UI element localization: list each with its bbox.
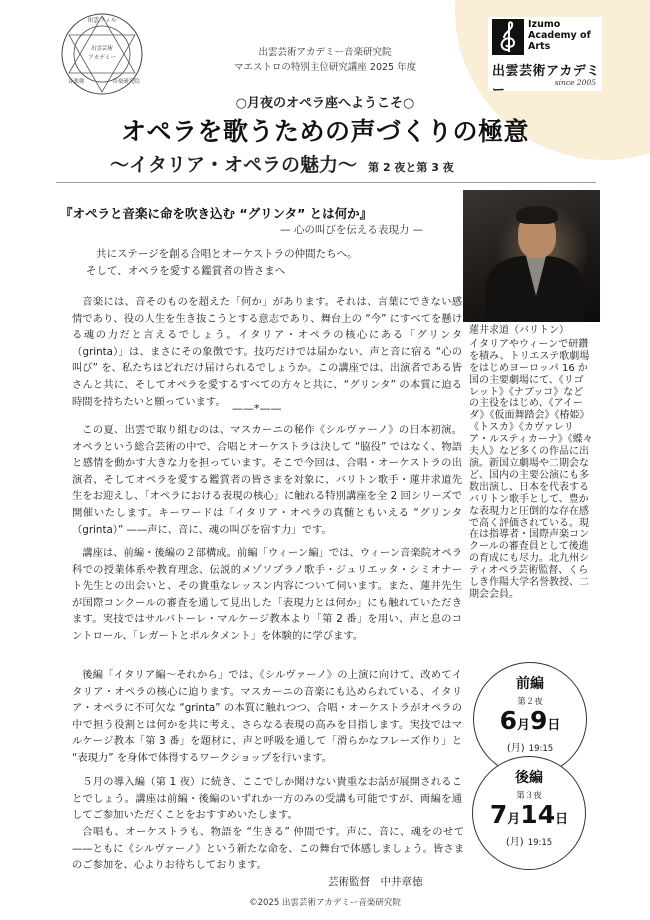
date-badge-heading: 前編 xyxy=(516,676,544,692)
date-month-unit: 月 xyxy=(507,812,521,827)
paragraph-4: 後編「イタリア編〜それから」では、《シルヴァーノ》の上演に向けて、改めてイタリア・オペラの核心に迫ります。マスカーニの音楽にも込められている、イタリア・オペラに不可欠な “grinta” の本質に触れつつ、合唱・オーケストラがオペラの中で担う役割とは何かを共に考え、さらなる表現の高みを目指します。実技ではマルケージ教本「第 3 番」を題材に、声と呼吸を通して「滑らかなフレーズ作り」と “表現力” を身体で体得するワークショップを行います。 xyxy=(72,669,462,764)
paragraph-6: 合唱も、オーケストラも、物語を “生きる” 仲間です。声に、音に、魂をのせて——ともに《シルヴァーノ》という新たな命を、この舞台で体感しましょう。皆さまのご参加を、心よりお待ちしております。 xyxy=(72,826,464,872)
section-heading: 『オペラと音楽に命を吹き込む “グリンタ” とは何か』 xyxy=(60,206,373,221)
main-title: オペラを歌うための声づくりの極意 xyxy=(120,117,529,146)
subtitle-row xyxy=(110,150,590,177)
date-day: 9 xyxy=(530,706,548,735)
singer-name: 蓮井求道（バリトン） xyxy=(469,325,569,336)
copyright-footer: ©2025 出雲芸術アカデミー音楽研究院 xyxy=(249,898,401,908)
logo-since: since 2005 xyxy=(554,78,596,87)
paragraph-1: 音楽には、音そのものを超えた「何か」があります。それは、言葉にできない感情であり、役の人生を生き抜こうとする意志であり、舞台上の “今” にすべてを懸ける魂の力だと言えるでしょう。イタリア・オペラの核心にある「グリンタ（grinta）」は、まさにその象徴です。技巧だけでは届かない、声と音に宿る “心の叫び” を、私たちはどれだけ届けられるでしょうか。この講座では、出演者である皆さんと共に、そしてオペラを愛するすべての方々と共に、“グリンタ” の本質に迫る時間を持ちたいと願っています。 xyxy=(72,296,462,408)
singer-bio xyxy=(469,325,593,601)
paragraph-5: ５月の導入編（第 1 夜）に続き、ここでしか聞けない貴重なお話が展開されることでしょう。講座は前編・後編のいずれか一方のみの受講も可能ですが、両編を通してご参加いただくことをおすすめいたします。 xyxy=(72,776,462,822)
photo-hair xyxy=(516,206,558,224)
date-month-unit: 月 xyxy=(516,718,530,733)
date-badge-night: 第２夜 xyxy=(517,697,543,707)
intro-line-2: そして、オペラを愛する鑑賞者の皆さまへ xyxy=(86,265,286,277)
paragraph-3: 講座は、前編・後編の２部構成。前編「ウィーン編」では、ウィーン音楽院オペラ科での授業体系や教育理念、伝説的メゾソプラノ歌手・ジュリエッタ・シミオナート先生との出会いと、その貴重なレッスン内容について伺います。また、蓮井先生が国際コンクールの審査を通して見出した「表現力とは何か」にも触れていただきます。実技ではサルバトーレ・マルケージ教本より「第 2 番」を用い、声と息のコントロール、「レガートとポルタメント」を体験的に学びます。 xyxy=(72,547,462,642)
signature: 芸術監督 中井章徳 xyxy=(328,876,423,888)
intro-lines xyxy=(86,246,456,280)
date-badge-date xyxy=(474,708,586,739)
subtitle: 〜イタリア・オペラの魅力〜 xyxy=(110,154,358,176)
emblem-text-4: 音楽塾 xyxy=(67,79,85,85)
academy-logo xyxy=(488,17,602,98)
treble-clef-icon xyxy=(492,19,524,55)
date-badge-part2 xyxy=(472,756,586,870)
welcome-line: ○月夜のオペラ座へようこそ○ xyxy=(235,96,415,111)
logo-japanese: 出雲芸術アカデミー xyxy=(492,64,600,98)
org-name: 出雲芸術アカデミー音楽研究院 xyxy=(258,47,392,58)
emblem-text-1: 出雲フィル xyxy=(87,17,117,24)
logo-en-line-1: Izumo xyxy=(528,19,561,30)
separator: ——*—— xyxy=(232,402,282,415)
date-badge-foot xyxy=(473,833,585,848)
series-name: マエストロの特別主位研究講座 2025 年度 xyxy=(233,62,417,73)
emblem-text-2: 出雲芸術 xyxy=(90,46,114,52)
date-weekday: (月) xyxy=(506,743,525,754)
date-month: 6 xyxy=(499,706,517,735)
date-weekday: (月) xyxy=(505,837,524,848)
section-subheading: — 心の叫びを伝える表現力 — xyxy=(280,224,424,236)
date-badge-date xyxy=(473,802,585,833)
logo-english xyxy=(528,19,591,52)
emblem-text-5: 音楽研究院 xyxy=(112,79,140,85)
date-time: 19:15 xyxy=(527,838,553,848)
music-institute-emblem xyxy=(58,10,146,98)
divider xyxy=(56,182,596,183)
nights-label: 第 2 夜と第 3 夜 xyxy=(368,161,454,174)
date-day-unit: 日 xyxy=(555,812,569,827)
date-badge-night: 第３夜 xyxy=(516,791,542,801)
date-time: 19:15 xyxy=(528,744,554,754)
date-badge-heading: 後編 xyxy=(515,770,543,786)
logo-en-line-2: Academy of xyxy=(528,30,591,41)
date-day-unit: 日 xyxy=(547,718,561,733)
intro-line-1: 共にステージを創る合唱とオーケストラの仲間たちへ。 xyxy=(96,248,358,260)
bio-text: イタリアやウィーンで研鑽を積み、トリエステ歌劇場をはじめヨーロッパ 16 か国の主要劇場にて、《リゴレット》《ナブッコ》などの主役をはじめ、《アイーダ》《仮面舞踏会》《椿姫》《トスカ》《カヴァレリア・ルスティカーナ》《蝶々夫人》など多くの作品に出演。新国立劇場や二期会など、国内の主要公演にも多数出演し、日本を代表するバリトン歌手として、豊かな表現力と圧倒的な存在感で高く評価されている。現在は指導者・国際声楽コンクールの審査員として後進の育成にも尽力。北九州シティオペラ芸術監督、くらしき作陽大学名誉教授、二期会会員。 xyxy=(469,338,593,600)
logo-en-line-3: Arts xyxy=(528,41,551,52)
emblem-text-3: アカデミー xyxy=(88,55,116,61)
paragraph-2: この夏、出雲で取り組むのは、マスカーニの秘作《シルヴァーノ》の日本初演。オペラという総合芸術の中で、合唱とオーケストラは決して “脇役” ではなく、物語と感情を動かす大きな力を担っています。そこで今回は、合唱・オーケストラの出演者、そしてオペラを愛する鑑賞者の皆さまを対象に、バリトン歌手・蓮井求道先生をお迎えし、「オペラにおける表現の核心」に触れる特別講座を全 2 回シリーズで開催いたします。キーワードは「イタリア・オペラの真髄ともいえる “グリンタ（grinta）” ——声に、音に、魂の叫びを宿す力」です。 xyxy=(72,424,462,536)
singer-photo xyxy=(463,190,600,322)
date-badge-foot xyxy=(474,739,586,754)
date-month: 7 xyxy=(489,800,508,829)
date-day: 14 xyxy=(520,800,556,829)
